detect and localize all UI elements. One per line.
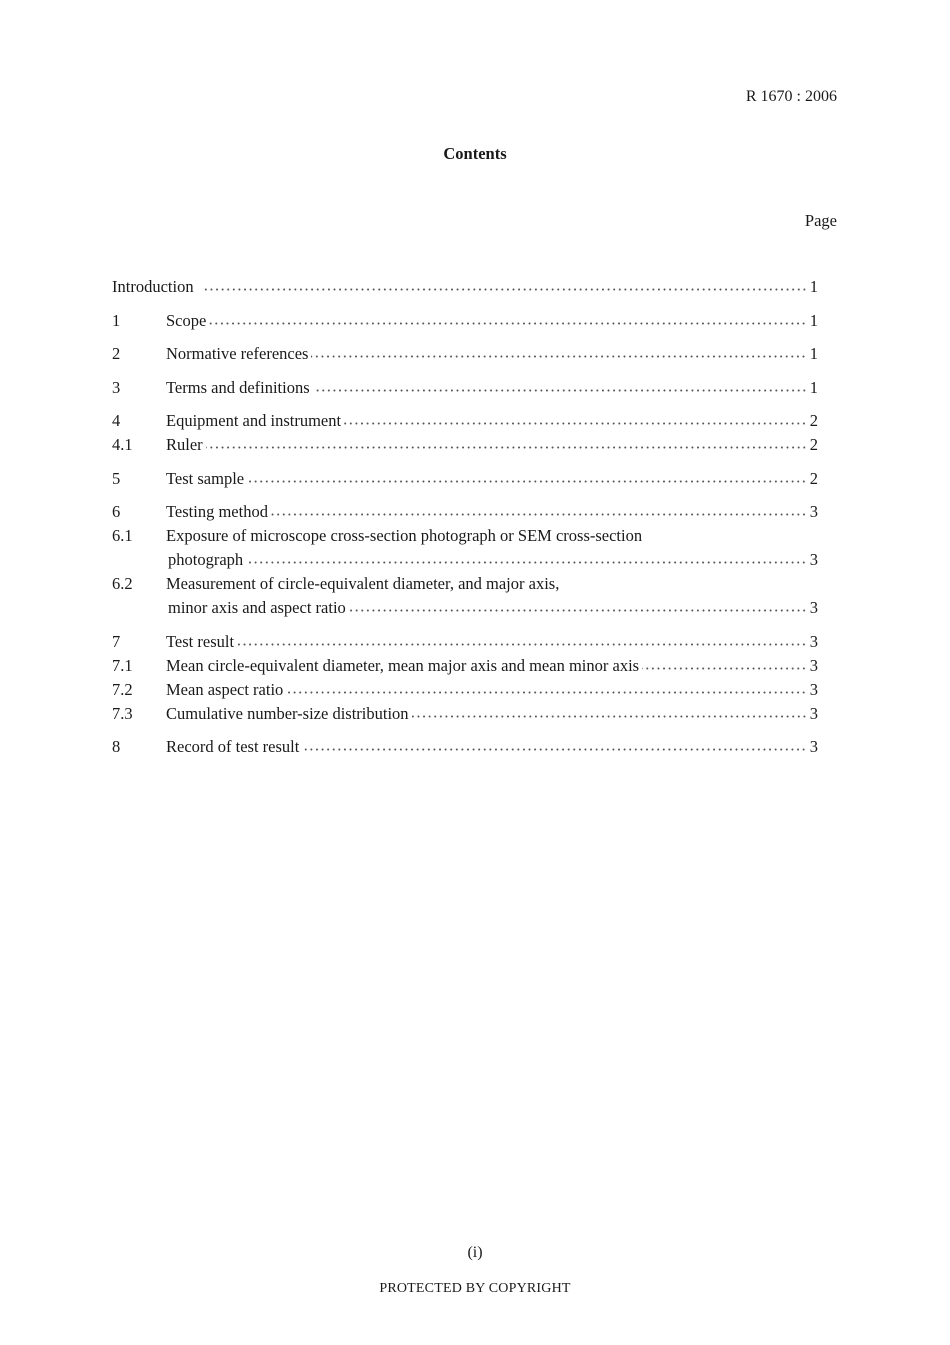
toc-section-number: 3 bbox=[112, 378, 121, 397]
dot-leader bbox=[313, 389, 807, 392]
dot-leader bbox=[204, 288, 807, 291]
toc-entry-text: Normative references bbox=[166, 344, 309, 363]
dot-leader bbox=[237, 643, 807, 646]
toc-section-number: 6.1 bbox=[112, 526, 133, 545]
toc-entry-text-line2: minor axis and aspect ratio bbox=[168, 598, 346, 617]
toc-entry-text: Mean circle-equivalent diameter, mean major axis and mean minor axis bbox=[166, 656, 640, 675]
toc-entry-terms-definitions[interactable] bbox=[112, 378, 818, 400]
toc-entry-text: Record of test result bbox=[166, 737, 300, 756]
toc-entry-record[interactable] bbox=[112, 737, 818, 759]
toc-page-number: 2 bbox=[809, 435, 818, 454]
toc-entry-testing-method[interactable] bbox=[112, 502, 818, 524]
dot-leader bbox=[206, 446, 807, 449]
toc-section-number: 7.1 bbox=[112, 656, 133, 675]
dot-leader bbox=[642, 667, 807, 670]
toc-section-number: 7 bbox=[112, 632, 121, 651]
toc-page-number: 3 bbox=[809, 502, 818, 521]
dot-leader bbox=[311, 355, 806, 358]
dot-leader bbox=[247, 480, 807, 483]
toc-page-number: 3 bbox=[809, 680, 818, 699]
toc-page-number: 1 bbox=[809, 311, 818, 330]
dot-leader bbox=[246, 561, 807, 564]
toc-section-number: 4 bbox=[112, 411, 121, 430]
toc-page-number: 3 bbox=[809, 656, 818, 675]
toc-entry-text: Test sample bbox=[166, 469, 245, 488]
toc-entry-text-line2: photograph bbox=[168, 550, 244, 569]
toc-entry-mean-diameter[interactable] bbox=[112, 656, 818, 678]
toc-entry-text-line1: Measurement of circle-equivalent diameter, and major axis, bbox=[166, 574, 560, 593]
copyright-notice: PROTECTED BY COPYRIGHT bbox=[379, 1281, 571, 1296]
dot-leader bbox=[344, 422, 807, 425]
toc-page-number: 3 bbox=[809, 704, 818, 723]
toc-entry-text: Testing method bbox=[166, 502, 268, 521]
toc-entry-cumulative-distribution[interactable] bbox=[112, 704, 818, 726]
toc-section-number: 7.2 bbox=[112, 680, 133, 699]
toc-entry-ruler[interactable] bbox=[112, 435, 818, 457]
toc-section-number: 7.3 bbox=[112, 704, 133, 723]
toc-entry-text: Test result bbox=[166, 632, 235, 651]
toc-entry-text: Ruler bbox=[166, 435, 203, 454]
dot-leader bbox=[302, 748, 806, 751]
toc-section-number: 1 bbox=[112, 311, 121, 330]
dot-leader bbox=[349, 609, 807, 612]
page-title: Contents bbox=[443, 144, 507, 163]
dot-leader bbox=[271, 513, 807, 516]
toc-entry-normative-references[interactable] bbox=[112, 344, 818, 366]
toc-section-number: 8 bbox=[112, 737, 121, 756]
toc-section-number: 5 bbox=[112, 469, 121, 488]
toc-entry-text-line1: Exposure of microscope cross-section photograph or SEM cross-section bbox=[166, 526, 643, 545]
toc-page-number: 1 bbox=[809, 344, 818, 363]
toc-entry-text: Equipment and instrument bbox=[166, 411, 342, 430]
toc-entry-introduction[interactable] bbox=[112, 277, 818, 299]
toc-page-number: 3 bbox=[809, 598, 818, 617]
toc-entry-measurement[interactable] bbox=[112, 574, 818, 620]
toc-entry-exposure[interactable] bbox=[112, 526, 818, 572]
toc-entry-text: Mean aspect ratio bbox=[166, 680, 284, 699]
toc-entry-text: Introduction bbox=[112, 277, 194, 296]
toc-page-number: 3 bbox=[809, 632, 818, 651]
dot-leader bbox=[209, 322, 806, 325]
toc-page-number: 3 bbox=[809, 550, 818, 569]
toc-section-number: 2 bbox=[112, 344, 121, 363]
toc-entry-equipment[interactable] bbox=[112, 411, 818, 433]
page-column-label: Page bbox=[804, 211, 837, 230]
toc-entry-test-result[interactable] bbox=[112, 632, 818, 654]
toc-page-number: 1 bbox=[809, 277, 818, 296]
toc-section-number: 4.1 bbox=[112, 435, 133, 454]
toc-page-number: 3 bbox=[809, 737, 818, 756]
toc-entry-mean-aspect-ratio[interactable] bbox=[112, 680, 818, 702]
toc-entry-text: Scope bbox=[166, 311, 207, 330]
dot-leader bbox=[286, 691, 806, 694]
toc-entry-test-sample[interactable] bbox=[112, 469, 818, 491]
toc-page-number: 2 bbox=[809, 469, 818, 488]
toc-section-number: 6.2 bbox=[112, 574, 133, 593]
toc-entry-text: Terms and definitions bbox=[166, 378, 310, 397]
standard-number: R 1670 : 2006 bbox=[745, 88, 837, 105]
toc-page-number: 1 bbox=[809, 378, 818, 397]
toc-entry-scope[interactable] bbox=[112, 311, 818, 333]
toc-entry-text: Cumulative number-size distribution bbox=[166, 704, 409, 723]
dot-leader bbox=[412, 715, 807, 718]
footer-page-number: (i) bbox=[467, 1244, 483, 1261]
toc-section-number: 6 bbox=[112, 502, 121, 521]
toc-page-number: 2 bbox=[809, 411, 818, 430]
